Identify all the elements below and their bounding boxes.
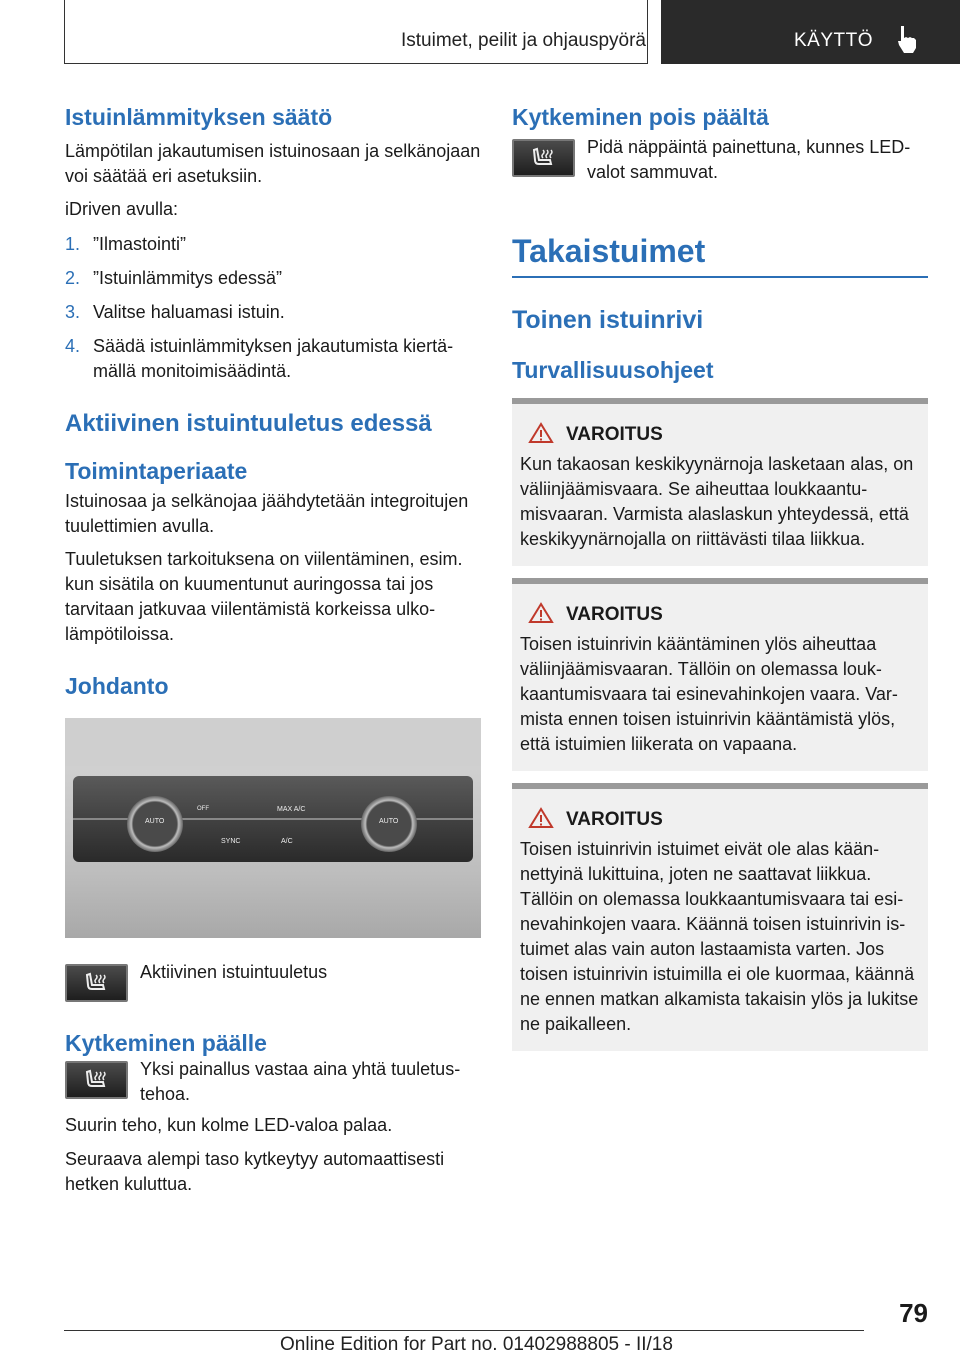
safety-title: Turvallisuusohjeet [512,357,714,383]
heat-title: Istuinlämmityksen säätö [65,104,333,130]
list-item: 4. Säädä istuinlämmityksen jakautumista kiertämällä monitoimisäädintä. [65,336,454,381]
steps-list [65,232,481,384]
warning-box-2 [512,578,928,771]
vent-icon-row [65,960,481,1008]
seat-ventilation-icon [84,972,110,994]
warning-triangle-icon [528,422,554,444]
edition-text: Online Edition for Part no. 01402988805 - II/18 [280,1334,673,1355]
off-title: Kytkeminen pois päältä [512,104,769,130]
chapter-title: Istuimet, peilit ja ohjauspyörä [400,30,646,51]
title-rule [512,276,928,278]
sync-label: SYNC [221,838,241,845]
warning-text: Kun takaosan keskikyynärnoja lasketaan alas, on väliinjäämisvaara. Se aiheuttaa loukkaantumisvaaran. Varmista alaslaskun yhteydessä, että keskikyynärnojalla on riittävästi tilaa liikkua. [520,454,914,549]
seat-ventilation-icon [531,147,557,169]
max-ac-label: MAX A/C [277,806,306,813]
seat-vent-button-image [512,139,575,177]
warning-box-3 [512,783,928,1051]
auto-label-left: AUTO [145,818,165,825]
list-item: 3. Valitse haluamasi istuin. [65,302,285,322]
warning-text: Toisen istuinrivin istuimet eivät ole alas käännettyinä lukittuina, joten ne saattavat liikkua. Tällöin on olemassa loukkaantumisvaara tai esinevahinkojen vaara. Käännä toisen istuinrivin istuimet alas vain auton lastaamista varten. Jos toisen istuinrivin istuimilla ei ole kuormaa, käännä ne ennen matkan alkamista takaisin ylös ja lukitse ne paikalleen. [520,839,919,1034]
on-text-1: Suurin teho, kun kolme LED-valoa palaa. [65,1115,393,1135]
off-row [512,135,928,185]
footer-rule [64,1330,864,1331]
climate-panel-photo [65,718,481,938]
left-column [65,100,481,1197]
on-row [65,1057,481,1107]
pointing-hand-icon [895,24,921,54]
list-item: 1. ”Ilmastointi” [65,234,187,254]
seat-vent-button-image [65,1061,128,1099]
off-label: OFF [197,806,209,812]
heat-intro: Lämpötilan jakautumisen istuinosaan ja selkänojaan voi säätää eri asetuksiin. [65,141,481,186]
warning-triangle-icon [528,602,554,624]
intro-title: Johdanto [65,673,169,699]
section-label: KÄYTTÖ [794,30,874,51]
warning-title: VAROITUS [566,424,663,445]
principle-text-1: Istuinosaa ja selkänojaa jäähdytetään integroitujen tuulettimien avulla. [65,491,469,536]
right-column [512,100,928,1051]
principle-text-2: Tuuletuksen tarkoituksena on viilentäminen, esim. kun sisätila on kuumentunut auringossa tai jos tarvitaan jatkuvaa viilentämistä korkeissa ulkolämpötiloissa. [65,549,463,644]
off-text: Pidä näppäintä painettuna, kunnes LED-valot sammuvat. [587,137,911,182]
page-number: 79 [899,1298,928,1328]
warning-title: VAROITUS [566,809,663,830]
seat-ventilation-icon [84,1069,110,1091]
on-text-2: Seuraava alempi taso kytkeytyy automaattisesti hetken kuluttua. [65,1149,445,1194]
vent-icon-caption: Aktiivinen istuintuuletus [140,962,328,982]
section-tab [661,0,960,64]
warning-title: VAROITUS [566,604,663,625]
auto-label-right: AUTO [379,818,399,825]
on-text: Yksi painallus vastaa aina yhtä tuuletustehoa. [140,1059,461,1104]
rear-seats-title: Takaistuimet [512,233,706,269]
warning-triangle-icon [528,807,554,829]
vent-title: Aktiivinen istuintuuletus edessä [65,410,432,437]
ac-label: A/C [281,838,293,845]
list-item: 2. ”Istuinlämmitys edessä” [65,268,283,288]
principle-title: Toimintaperiaate [65,458,248,484]
seat-vent-button-image [65,964,128,1002]
idrive-label: iDriven avulla: [65,199,179,219]
on-title: Kytkeminen päälle [65,1030,267,1056]
warning-box-1 [512,398,928,566]
second-row-title: Toinen istuinrivi [512,306,704,334]
warning-text: Toisen istuinrivin kääntäminen ylös aiheuttaa väliinjäämisvaaran. Tällöin on olemassa loukkaantumisvaara tai esinevahinkojen vaara. Varmista ennen toisen istuinrivin kääntämistä ylös, että istuimien liikerata on vapaana. [520,634,898,754]
